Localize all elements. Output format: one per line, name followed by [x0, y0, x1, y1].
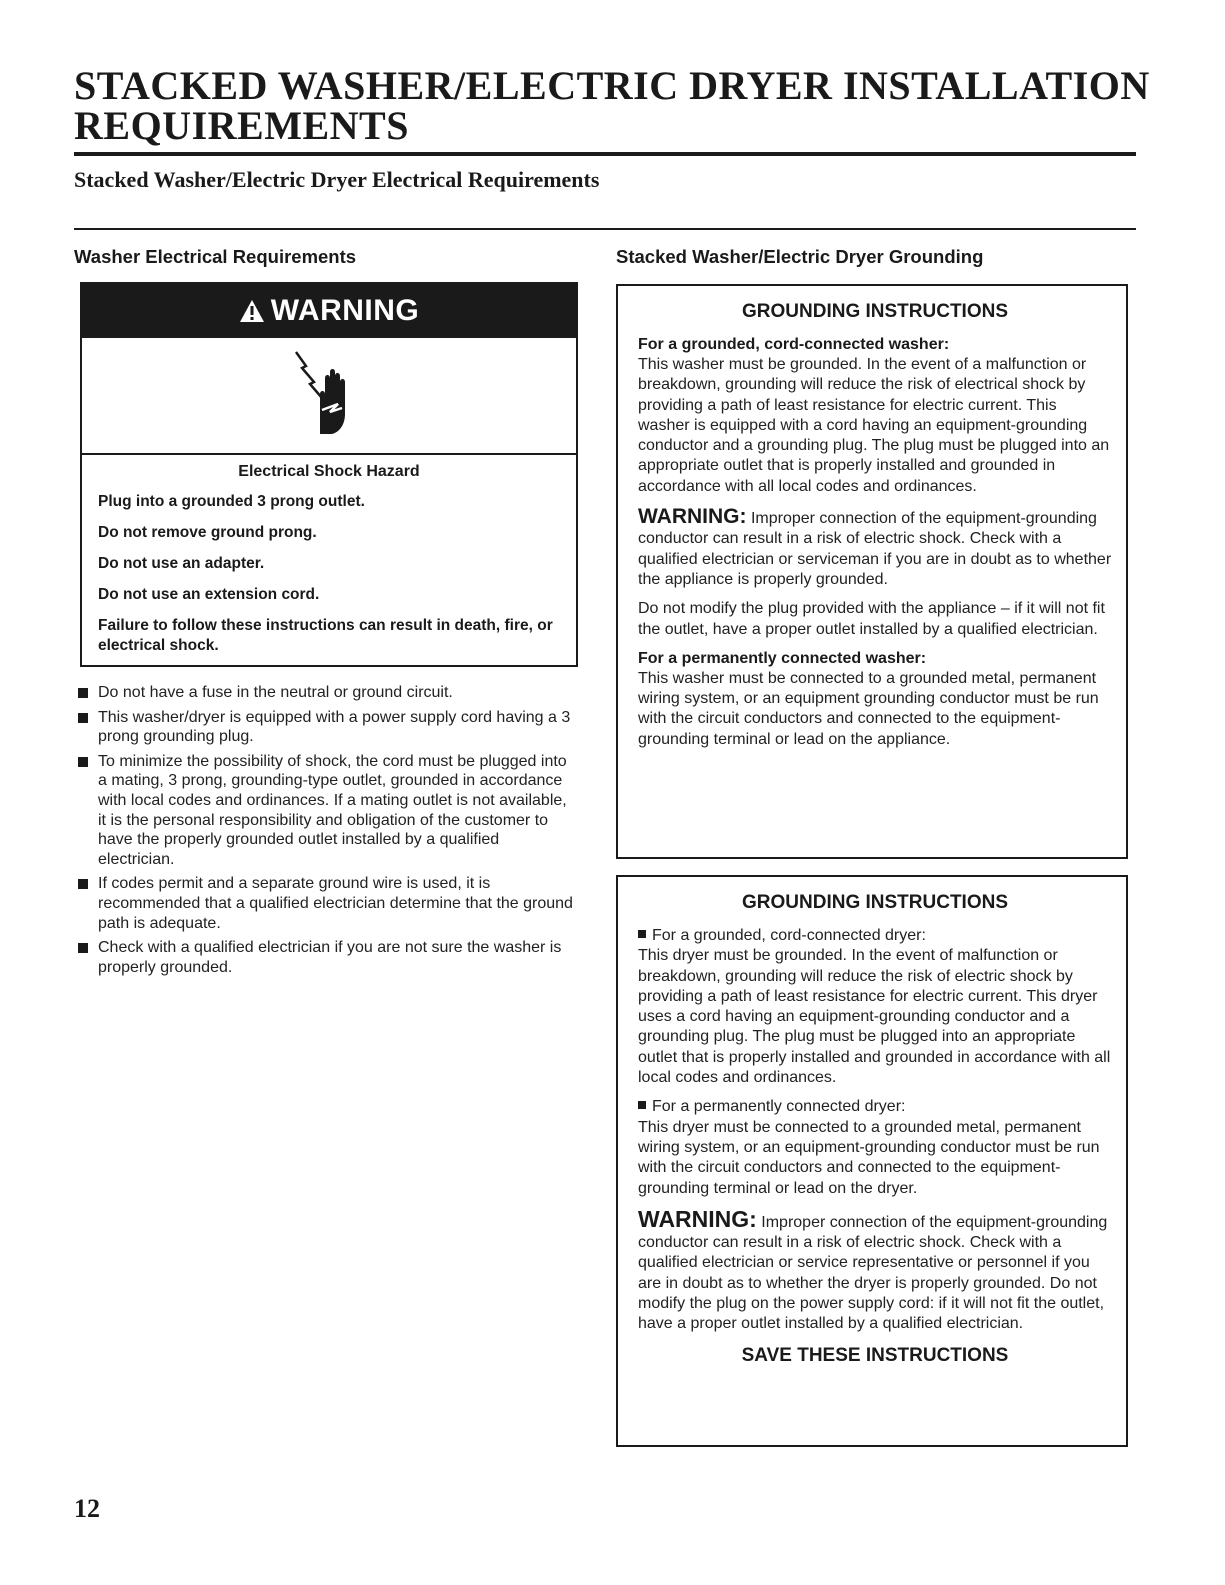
warning-text: Improper connection of the equipment-grounding conductor can result in a risk of electric shock. Check with a qualified electrician or service representative or personnel if you are in doubt as to whether the dryer is properly grounded. Do not modify the plug on the power supply cord: if it will not fit the outlet, have a proper outlet installed by a qualified electrician. — [638, 1213, 1108, 1333]
title-divider — [74, 152, 1136, 156]
grounding-instructions-title: GROUNDING INSTRUCTIONS — [742, 301, 1008, 322]
section-subtitle: Stacked Washer/Electric Dryer Electrical Requirements — [74, 167, 600, 192]
permanent-washer-text: This washer must be connected to a grounded metal, permanent wiring system, or an equipment grounding conductor must be run with the circuit conductors and connected to the equipment-grounding terminal or lead on the appliance. — [638, 669, 1099, 748]
permanent-dryer-item — [638, 1097, 1112, 1117]
list-item: To minimize the possibility of shock, the cord must be plugged into a mating, 3 prong, grounding-type outlet, grounded in accordance with local codes and ordinances. If a mating outlet is not available, it is the personal responsibility and obligation of the customer to have the properly grounded outlet installed by a qualified electrician. — [78, 752, 578, 870]
warning-banner — [82, 284, 576, 338]
grounding-instructions-title: GROUNDING INSTRUCTIONS — [742, 892, 1008, 913]
dryer-grounding-box — [616, 875, 1128, 1447]
hazard-title: Electrical Shock Hazard — [238, 463, 420, 480]
bullet-square-icon — [638, 1101, 646, 1109]
warning-line: Plug into a grounded 3 prong outlet. — [98, 493, 365, 510]
subtitle-divider — [74, 228, 1136, 230]
list-item: Check with a qualified electrician if you are not sure the washer is properly grounded. — [78, 938, 578, 977]
permanent-dryer-label: For a permanently connected dryer: — [652, 1098, 906, 1116]
warning-line: Do not use an adapter. — [98, 555, 265, 572]
warning-lines — [82, 492, 576, 656]
bullet-square-icon — [638, 930, 646, 938]
warning-line: Do not remove ground prong. — [98, 524, 317, 541]
warning-line: Do not use an extension cord. — [98, 586, 320, 603]
warning-line: Failure to follow these instructions can result in death, fire, or electrical shock. — [98, 617, 553, 654]
warning-word: WARNING: — [638, 505, 747, 529]
page-title: STACKED WASHER/ELECTRIC DRYER INSTALLATION REQUIREMENTS — [74, 63, 1150, 148]
warning-pictogram — [82, 338, 576, 455]
grounding-warning — [638, 507, 1112, 590]
page-number: 12 — [74, 1494, 100, 1523]
cord-connected-washer-heading: For a grounded, cord-connected washer: — [638, 336, 950, 353]
list-item: This washer/dryer is equipped with a power supply cord having a 3 prong grounding plug. — [78, 708, 578, 747]
warning-box — [80, 282, 578, 667]
washer-requirements-list — [78, 683, 578, 982]
list-item: If codes permit and a separate ground wire is used, it is recommended that a qualified electrician determine that the ground path is adequate. — [78, 874, 578, 933]
list-item: Do not have a fuse in the neutral or ground circuit. — [78, 683, 578, 703]
warning-triangle-icon — [239, 299, 265, 323]
cord-connected-dryer-text: This dryer must be grounded. In the event of malfunction or breakdown, grounding will reduce the risk of electric shock by providing a path of least resistance for electric current. This dryer uses a cord having an equipment-grounding conductor and a grounding plug. The plug must be plugged into an appropriate outlet that is properly installed and grounded in accordance with all local codes and ordinances. — [638, 947, 1111, 1087]
permanent-washer-heading: For a permanently connected washer: — [638, 649, 927, 667]
grounding-warning — [638, 1205, 1112, 1335]
cord-connected-washer-text: This washer must be grounded. In the event of a malfunction or breakdown, grounding will reduce the risk of electrical shock by providing a path of least resistance for electric current. This washer is equipped with a cord having an equipment-grounding conductor and a grounding plug. The plug must be plugged into an appropriate outlet that is properly installed and grounded in accordance with all local codes and ordinances. — [638, 356, 1110, 495]
cord-connected-dryer-label: For a grounded, cord-connected dryer: — [652, 927, 926, 944]
cord-connected-dryer-item — [638, 926, 1112, 946]
save-instructions: SAVE THESE INSTRUCTIONS — [741, 1344, 1009, 1366]
permanent-dryer-text: This dryer must be connected to a grounded metal, permanent wiring system, or an equipment-grounding conductor must be run with the circuit conductors and connected to the equipment-grounding terminal or lead on the dryer. — [638, 1118, 1100, 1197]
plug-modification-text: Do not modify the plug provided with the appliance – if it will not fit the outlet, have a proper outlet installed by a qualified electrician. — [638, 600, 1105, 638]
electrical-shock-hand-icon — [292, 348, 362, 444]
warning-label: WARNING — [270, 294, 420, 327]
grounding-heading: Stacked Washer/Electric Dryer Grounding — [616, 246, 984, 267]
warning-word: WARNING: — [638, 1205, 757, 1232]
warning-text: Improper connection of the equipment-grounding conductor can result in a risk of electric shock. Check with a qualified electrician or serviceman if you are in doubt as to whether the appliance is properly grounded. — [638, 510, 1112, 588]
washer-grounding-box — [616, 284, 1128, 859]
washer-electrical-heading: Washer Electrical Requirements — [74, 246, 357, 267]
